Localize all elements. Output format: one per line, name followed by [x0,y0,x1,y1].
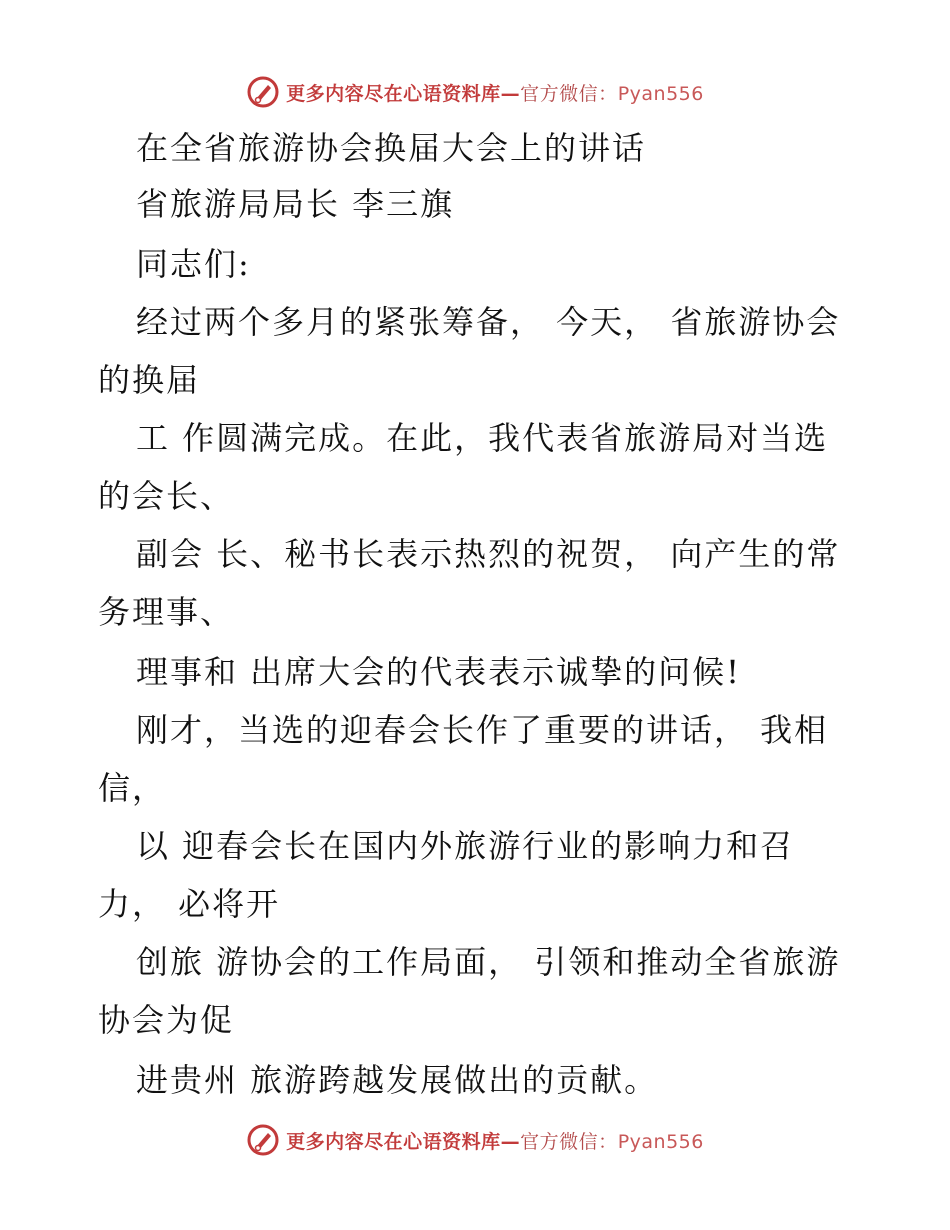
salutation: 同志们: [136,245,251,283]
speaker-line: 省旅游局局长 李三旗 [136,185,455,223]
watermark-id: Pyan556 [617,1130,704,1153]
text-line: 副会 长、秘书长表示热烈的祝贺， 向产生的常 [136,535,841,573]
text-line: 理事和 出席大会的代表表示诚挚的问候! [136,653,742,691]
text-line: 创旅 游协会的工作局面， 引领和推动全省旅游 [136,943,841,981]
text-line: 务理事、 [98,593,235,631]
pen-logo-icon [246,1123,280,1157]
watermark-sub: 官方微信： [520,1130,618,1153]
speech-title: 在全省旅游协会换届大会上的讲话 [136,129,647,167]
watermark-id: Pyan556 [617,82,704,105]
text-line: 信， [98,769,167,807]
watermark-text [286,79,704,106]
text-line: 的换届 [98,361,201,399]
text-line: 刚才，当选的迎春会长作了重要的讲话， 我相 [136,711,829,749]
pen-logo-icon [246,75,280,109]
watermark-main: 更多内容尽在心语资料库 [286,82,501,105]
text-line: 进贵州 旅游跨越发展做出的贡献。 [136,1061,659,1099]
watermark-banner-bottom [0,1120,950,1160]
watermark-banner-top [0,72,950,112]
text-line: 以 迎春会长在国内外旅游行业的影响力和召 [136,827,795,865]
text-line: 工 作圆满完成。在此，我代表省旅游局对当选 [136,419,829,457]
watermark-dash: — [500,1130,521,1153]
watermark-text [286,1127,704,1154]
watermark-sub: 官方微信： [520,82,618,105]
text-line: 经过两个多月的紧张筹备， 今天， 省旅游协会 [136,303,841,341]
text-line: 的会长、 [98,477,235,515]
text-line: 协会为促 [98,1001,235,1039]
text-line: 力， 必将开 [98,885,281,923]
watermark-main: 更多内容尽在心语资料库 [286,1130,501,1153]
watermark-dash: — [500,82,521,105]
